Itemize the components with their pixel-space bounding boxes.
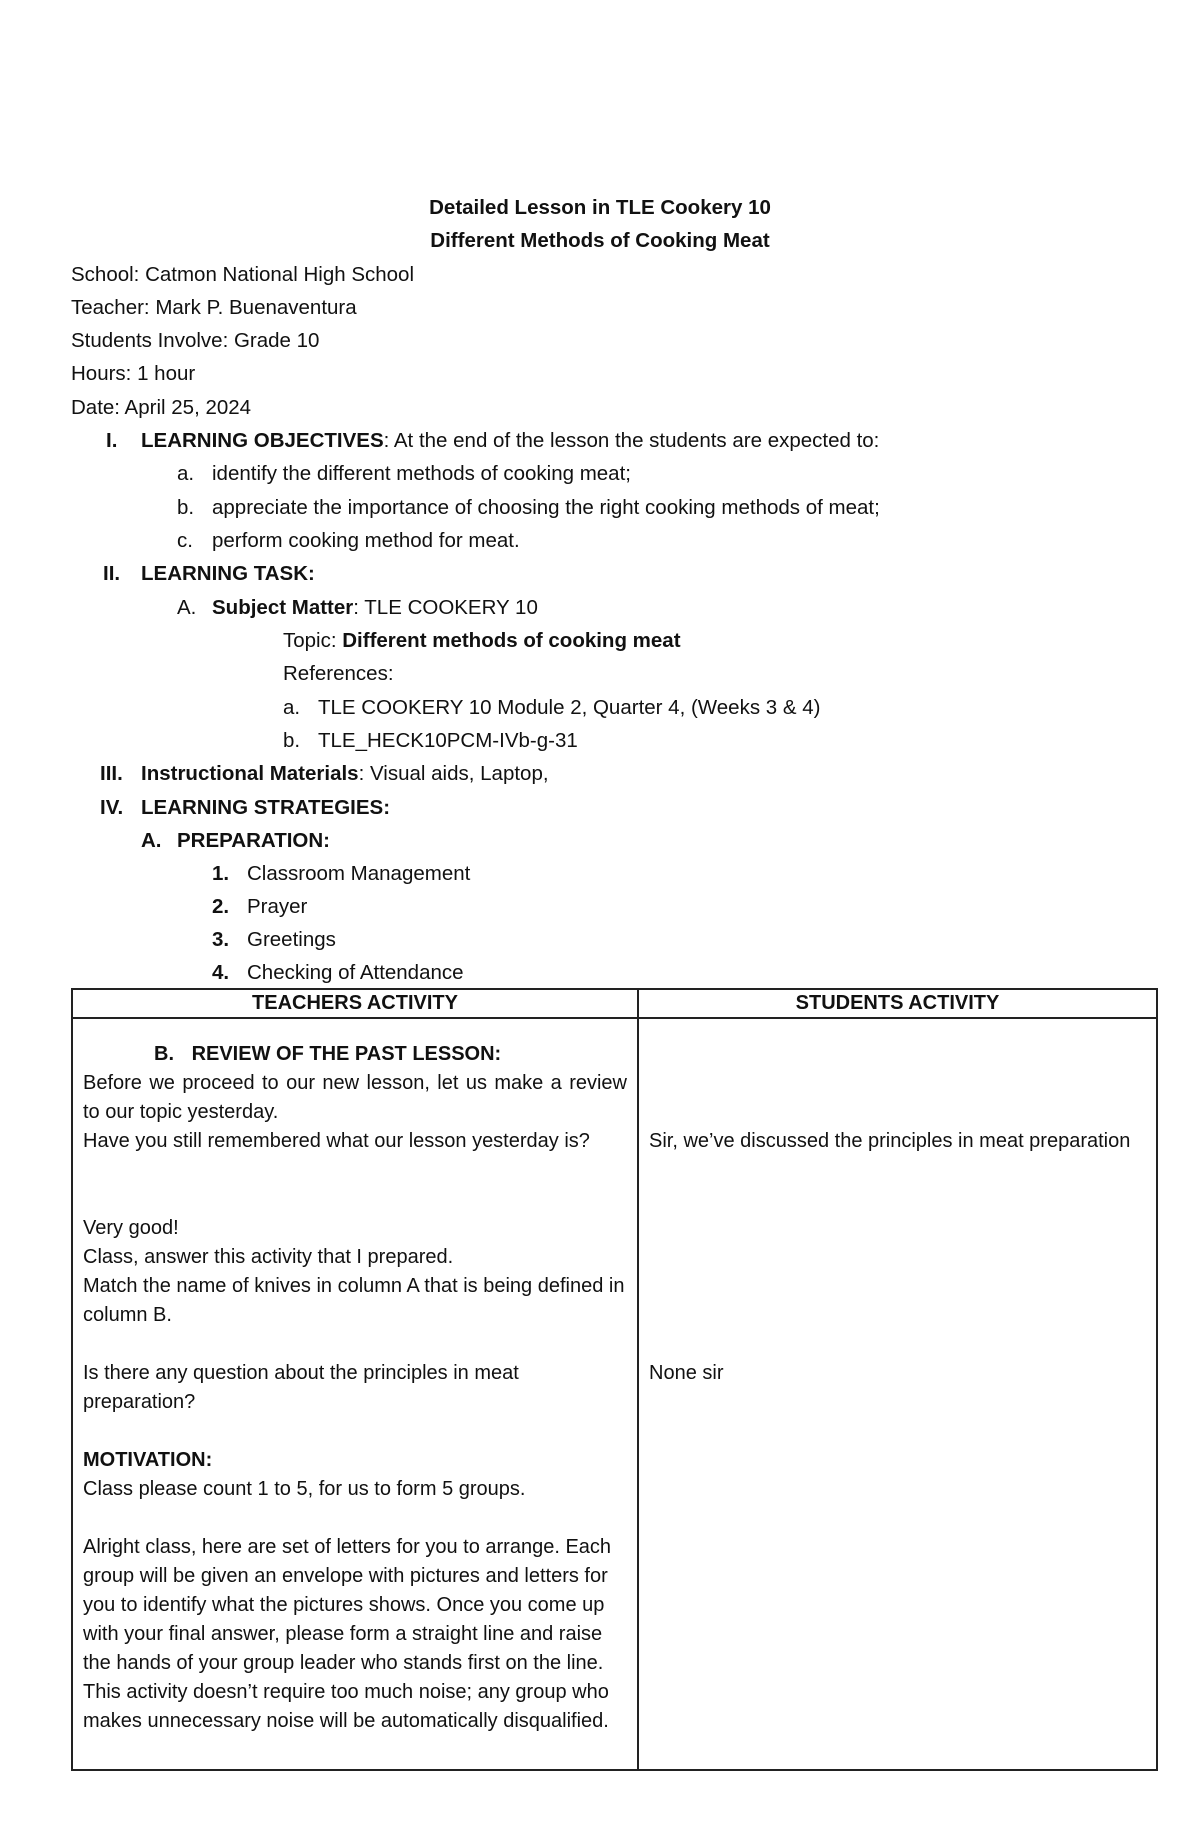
document-title: Detailed Lesson in TLE Cookery 10 [429,196,771,219]
student-response: Sir, we’ve discussed the principles in meat preparation [649,1130,1131,1152]
list-marker: b. [177,496,195,519]
objectives-line [141,427,879,455]
students-activity-cell [638,1018,1157,1770]
hours-label: Hours: [71,362,138,385]
grouping-instruction: Class please count 1 to 5, for us to form 5 groups. [83,1478,526,1500]
motivation-instructions: Alright class, here are set of letters for you to arrange. Each group will be given an envelope with pictures and letters for you to identify what the pictures shows. Once you come up with your final answer, please form a straight line and raise the hands of your group leader who stands first on the line. This activity doesn’t require too much noise; any group who makes unnecessary noise will be automatically disqualified. [83,1536,612,1732]
materials-line [141,760,549,788]
table-header-row [72,989,1157,1018]
section-marker: IV. [100,796,124,819]
review-heading: REVIEW OF THE PAST LESSON: [191,1043,502,1065]
objectives-heading: LEARNING OBJECTIVES [141,429,384,452]
teacher-line: Teacher: Mark P. Buenaventura [71,296,357,319]
teachers-activity-header: TEACHERS ACTIVITY [72,989,638,1018]
list-marker: A. [177,596,197,619]
hours-value: 1 hour [137,362,196,385]
review-question: Have you still remembered what our lesson yesterday is? [83,1130,590,1152]
motivation-heading: MOTIVATION: [83,1449,213,1471]
subject-matter-heading: Subject Matter [212,596,354,619]
preparation-item: Checking of Attendance [247,961,464,984]
objectives-text: : At the end of the lesson the students are expected to: [383,429,880,452]
materials-text: : Visual aids, Laptop, [358,762,549,785]
table-row [72,1018,1157,1770]
praise-text: Very good! [83,1217,179,1239]
topic-value: Different methods of cooking meat [342,629,681,652]
objective-item: identify the different methods of cooking meat; [212,462,631,485]
preparation-item: Classroom Management [247,862,471,885]
review-heading-line [154,1040,627,1069]
activity-table [71,988,1158,1771]
question-prompt: Is there any question about the principles in meat preparation? [83,1362,519,1413]
list-marker: c. [177,529,193,552]
review-intro: Before we proceed to our new lesson, let us make a review to our topic yesterday. [83,1072,627,1123]
preparation-item: Prayer [247,895,308,918]
student-response: None sir [649,1362,724,1384]
list-marker: b. [283,729,301,752]
matching-instruction: Match the name of knives in column A that is being defined in column B. [83,1275,625,1326]
list-marker: 3. [212,928,230,951]
section-marker: I. [106,429,118,452]
activity-instruction: Class, answer this activity that I prepared. [83,1246,454,1268]
students-line: Students Involve: Grade 10 [71,329,320,352]
materials-heading: Instructional Materials [141,762,359,785]
hours-line [71,360,195,388]
reference-item: TLE COOKERY 10 Module 2, Quarter 4, (Weeks 3 & 4) [318,696,821,719]
topic-line [283,627,681,655]
learning-task-heading: LEARNING TASK: [141,562,315,585]
objective-item: appreciate the importance of choosing the right cooking methods of meat; [212,496,880,519]
section-marker: III. [100,762,123,785]
references-label: References: [283,662,394,685]
list-marker: a. [283,696,301,719]
teachers-activity-cell [72,1018,638,1770]
list-marker: B. [154,1043,174,1065]
strategies-heading: LEARNING STRATEGIES: [141,796,391,819]
date-line: Date: April 25, 2024 [71,396,252,419]
list-marker: 4. [212,961,230,984]
subject-matter-text: : TLE COOKERY 10 [353,596,538,619]
list-marker: a. [177,462,195,485]
document-subtitle: Different Methods of Cooking Meat [430,229,770,252]
reference-item: TLE_HECK10PCM-IVb-g-31 [318,729,578,752]
topic-label: Topic: [283,629,343,652]
list-marker: 2. [212,895,230,918]
section-marker: II. [103,562,121,585]
subject-matter-line [212,594,538,622]
preparation-item: Greetings [247,928,336,951]
preparation-heading: PREPARATION: [177,829,330,852]
objective-item: perform cooking method for meat. [212,529,520,552]
school-line: School: Catmon National High School [71,263,414,286]
list-marker: A. [141,829,162,852]
students-activity-header: STUDENTS ACTIVITY [638,989,1157,1018]
list-marker: 1. [212,862,230,885]
